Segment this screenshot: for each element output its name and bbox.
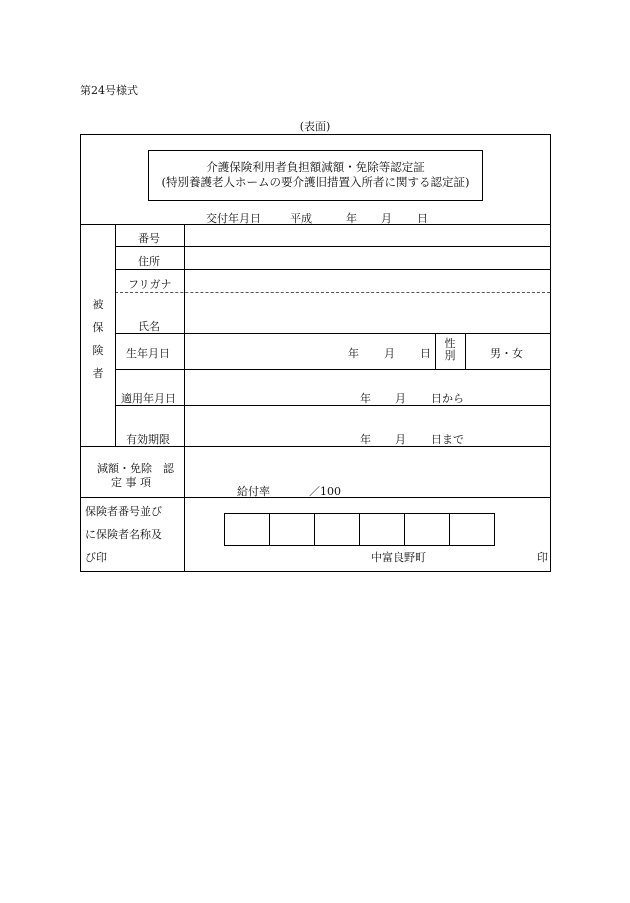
- divider-birth: [115, 369, 550, 370]
- address-label: 住所: [138, 255, 160, 268]
- certificate-form: [80, 134, 551, 572]
- valid-until-label: 有効期限: [126, 433, 170, 446]
- reduction-label-line-2: 定 事 項: [111, 476, 151, 489]
- issue-day-unit: 日: [417, 212, 428, 225]
- benefit-rate-value: ／100: [309, 485, 341, 498]
- seal-mark: 印: [537, 551, 548, 564]
- apply-date-label: 適用年月日: [121, 392, 176, 405]
- birth-year-unit: 年: [348, 347, 359, 360]
- insurer-name: 中富良野町: [371, 551, 426, 564]
- insurer-number-box: [405, 514, 450, 545]
- issue-month-unit: 月: [381, 212, 392, 225]
- birth-date-label: 生年月日: [126, 347, 170, 360]
- divider-apply: [115, 405, 550, 406]
- apply-year-unit: 年: [360, 392, 371, 405]
- insured-section-char-1: 被: [92, 298, 104, 311]
- name-label: 氏名: [138, 320, 160, 333]
- gender-options: 男・女: [490, 347, 523, 360]
- valid-day-unit: 日まで: [431, 433, 464, 446]
- divider-vertical-section: [115, 224, 116, 446]
- divider-vertical-label: [184, 224, 185, 571]
- apply-day-unit: 日から: [431, 392, 464, 405]
- insurer-number-box: [315, 514, 360, 545]
- issue-year-unit: 年: [346, 212, 357, 225]
- furigana-label: フリガナ: [128, 278, 172, 291]
- insurer-label-line-3: び印: [85, 551, 107, 564]
- gender-label: [435, 338, 465, 362]
- title-line-1: 介護保険利用者負担額減額・免除等認定証: [206, 160, 425, 174]
- divider-vertical-gender-right: [465, 333, 466, 369]
- insured-section-char-2: 保: [92, 321, 104, 334]
- birth-day-unit: 日: [420, 347, 431, 360]
- insured-section-char-3: 険: [92, 344, 104, 357]
- side-label: (表面): [299, 120, 331, 133]
- insurer-label-line-1: 保険者番号並び: [85, 505, 162, 518]
- insurer-number-box: [270, 514, 315, 545]
- birth-month-unit: 月: [384, 347, 395, 360]
- divider-name: [115, 333, 550, 334]
- form-number: 第24号様式: [80, 84, 138, 97]
- benefit-rate-label: 給付率: [237, 485, 270, 498]
- insurer-number-box: [225, 514, 270, 545]
- certificate-title: [148, 150, 483, 201]
- divider-number: [115, 246, 550, 247]
- insured-section-char-4: 者: [92, 367, 104, 380]
- title-line-2: (特別養護老人ホームの要介護旧措置入所者に関する認定証): [161, 175, 470, 189]
- number-label: 番号: [138, 232, 160, 245]
- issue-date-label: 交付年月日: [206, 212, 261, 225]
- insurer-number-box: [450, 514, 494, 545]
- divider-furigana: [115, 292, 550, 293]
- insurer-number-box: [360, 514, 405, 545]
- gender-label-line-2: 別: [444, 349, 456, 362]
- reduction-label-line-1: 減額・免除 認: [97, 462, 174, 475]
- insurer-number-boxes: [224, 513, 495, 546]
- valid-year-unit: 年: [360, 433, 371, 446]
- divider-address: [115, 269, 550, 270]
- gender-label-line-1: 性: [444, 337, 456, 350]
- valid-month-unit: 月: [395, 433, 406, 446]
- insurer-label-line-2: に保険者名称及: [85, 528, 162, 541]
- apply-month-unit: 月: [395, 392, 406, 405]
- divider-header: [81, 224, 550, 225]
- issue-era: 平成: [290, 212, 312, 225]
